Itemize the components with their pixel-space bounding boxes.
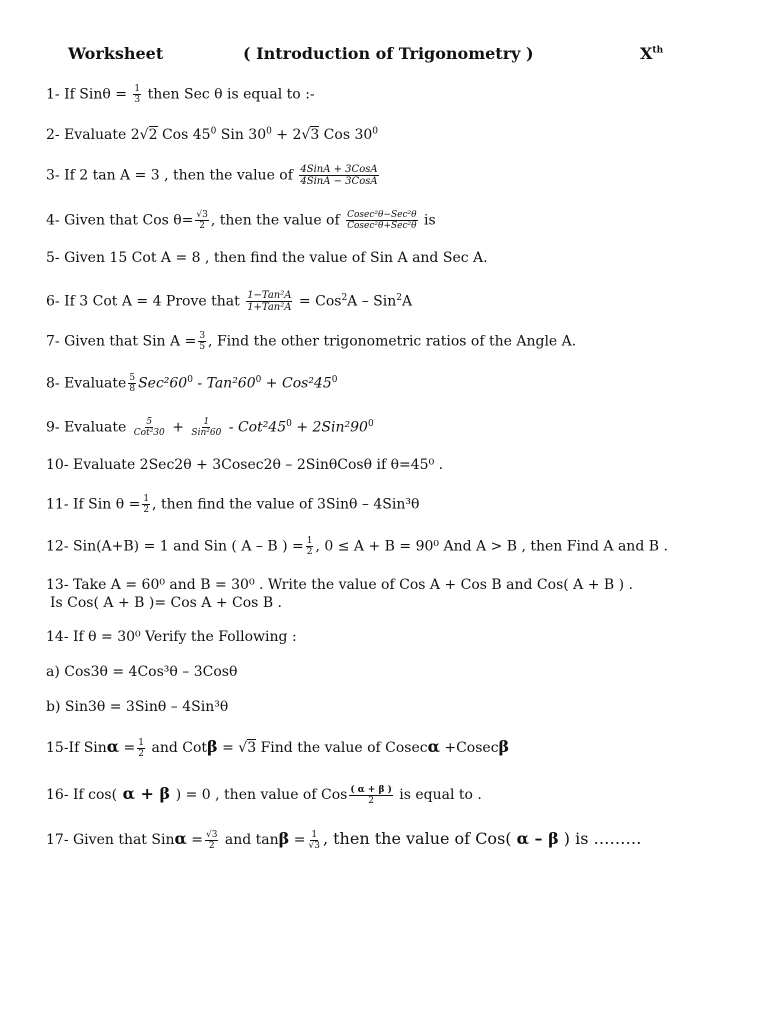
q16-den: 2 [368, 795, 374, 806]
q15-text-b: = [119, 740, 136, 756]
q4-den2: Cosec²θ+Sec²θ [347, 221, 417, 231]
question-15 [46, 737, 509, 759]
q16-fraction [349, 785, 393, 806]
q8-deg-1: 0 [187, 374, 193, 385]
q7-num: 3 [199, 331, 206, 341]
q11-fraction [142, 494, 150, 515]
q3-den: 4SinA − 3CosA [300, 176, 378, 187]
q9-fraction-1 [133, 417, 166, 438]
q6-exp-2: 2 [396, 292, 403, 303]
q17-text-c: and tan [220, 832, 279, 848]
q4-text-b: , then the value of [210, 212, 340, 229]
q16-alpha-beta: α + β [117, 784, 176, 803]
q7-text-a: 7- Given that Sin A = [46, 333, 197, 350]
q8-term-2: - Tan²60 [192, 375, 256, 392]
q2-root-2: 2 [148, 127, 158, 143]
q8-text-a: 8- Evaluate [46, 375, 127, 392]
question-10: 10- Evaluate 2Sec2θ + 3Cosec2θ – 2SinθCosθ if θ=45⁰ . [46, 457, 444, 473]
q1-fraction [133, 84, 141, 105]
q9-deg-1: 0 [286, 418, 292, 429]
q17-den2: √3 [308, 840, 320, 851]
q3-fraction [299, 164, 378, 187]
q16-num: ( α + β ) [350, 784, 392, 795]
q15-beta-2: β [498, 737, 510, 756]
q9-fraction-2 [190, 417, 222, 438]
question-12 [46, 536, 668, 557]
q15-text-c: and Cot [147, 740, 208, 756]
class-suffix: th [652, 45, 664, 56]
q9-plus: + [172, 419, 184, 436]
q1-text-a: 1- If Sinθ = [46, 86, 127, 103]
question-5: 5- Given 15 Cot A = 8 , then find the value of Sin A and Sec A. [46, 250, 488, 266]
q15-text-g: +Cosec [439, 740, 499, 756]
q6-num: 1−Tan²A [247, 290, 292, 301]
q15-num: 1 [138, 737, 145, 748]
q6-exp-1: 2 [341, 292, 348, 303]
q12-text-a: 12- Sin(A+B) = 1 and Sin ( A – B ) = [46, 538, 304, 555]
q12-fraction [306, 536, 314, 557]
q2-deg-2: 0 [266, 126, 272, 137]
q4-num: √3 [196, 210, 208, 220]
q16-text-b: ) = 0 , then value of Cos [175, 787, 348, 803]
q9-num2: 1 [203, 417, 210, 427]
q15-fraction [137, 738, 145, 759]
q7-fraction [198, 331, 206, 352]
q11-den: 2 [143, 505, 150, 515]
question-11 [46, 494, 419, 515]
question-13-line-1: 13- Take A = 60⁰ and B = 30⁰ . Write the value of Cos A + Cos B and Cos( A + B ) . [46, 577, 634, 593]
question-17 [46, 829, 642, 851]
q6-text-b: = Cos [298, 293, 342, 310]
class-number: X [640, 44, 653, 63]
q8-term-1: Sec²60 [138, 375, 188, 392]
q2-text-i: Cos 30 [319, 127, 373, 143]
worksheet-subject: ( Introduction of Trigonometry ) [243, 44, 534, 63]
q17-beta: β [278, 829, 290, 848]
q2-deg-3: 0 [372, 126, 379, 137]
q17-fraction-1 [205, 830, 218, 851]
q17-alpha-minus-beta: α – β [516, 829, 559, 848]
q4-fraction-1 [195, 210, 208, 231]
q6-text-a: 6- If 3 Cot A = 4 Prove that [46, 293, 240, 310]
q3-num: 4SinA + 3CosA [300, 164, 378, 175]
q8-deg-3: 0 [331, 374, 338, 385]
q2-text-a: 2- Evaluate 2√ [46, 127, 149, 143]
q17-text-a: 17- Given that Sin [46, 832, 175, 848]
q1-text-b: then Sec θ is equal to :- [147, 86, 315, 103]
q9-num: 5 [146, 417, 153, 427]
q17-text-d: = [289, 832, 306, 848]
question-1 [46, 84, 315, 105]
q9-text-a: 9- Evaluate [46, 419, 127, 436]
class-label [640, 44, 663, 63]
q2-text-c: Cos 45 [157, 127, 211, 143]
q1-num: 1 [134, 84, 141, 94]
q17-num: √3 [205, 829, 218, 840]
q8-deg-2: 0 [255, 374, 262, 385]
q17-fraction-2 [307, 830, 320, 851]
question-14-a: a) Cos3θ = 4Cos³θ – 3Cosθ [46, 664, 238, 680]
q15-alpha-2: α [427, 737, 440, 756]
q12-num: 1 [306, 536, 313, 546]
q17-text-b: = [186, 832, 203, 848]
q1-den: 3 [134, 95, 141, 105]
q15-beta: β [207, 737, 218, 756]
question-14-b: b) Sin3θ = 3Sinθ – 4Sin³θ [46, 699, 229, 715]
q2-deg-1: 0 [210, 126, 217, 137]
q12-den: 2 [306, 547, 313, 557]
q15-text-d: = √ [217, 740, 248, 756]
q2-text-e: Sin 30 [216, 127, 267, 143]
q9-term-1: - Cot²45 [228, 419, 287, 436]
question-14: 14- If θ = 30⁰ Verify the Following : [46, 629, 297, 645]
q4-den: 2 [199, 221, 206, 231]
q2-text-g: + 2√ [271, 127, 311, 143]
question-3 [46, 164, 381, 187]
question-9 [46, 417, 374, 438]
q9-term-2: + 2Sin²90 [291, 419, 368, 436]
q9-deg-2: 0 [367, 418, 374, 429]
question-7 [46, 331, 576, 352]
question-13-line-2: Is Cos( A + B )= Cos A + Cos B . [50, 595, 283, 611]
worksheet-title: Worksheet [68, 44, 164, 63]
q11-text-b: , then find the value of 3Sinθ – 4Sin³θ [152, 496, 420, 513]
q7-den: 5 [199, 342, 206, 352]
q15-text-a: 15-If Sin [46, 740, 107, 756]
q8-den: 8 [129, 384, 136, 394]
q4-text-a: 4- Given that Cos θ= [46, 212, 194, 229]
q9-den: Cot²30 [133, 428, 165, 438]
q4-num2: Cosec²θ−Sec²θ [347, 210, 417, 220]
q15-text-f: Find the value of Cosec [256, 740, 428, 756]
q4-fraction-2 [346, 210, 417, 231]
q17-alpha: α [174, 829, 187, 848]
q12-text-b: , 0 ≤ A + B = 90⁰ And A > B , then Find A and B . [315, 538, 668, 555]
q6-fraction [246, 290, 292, 313]
q17-text-g: ) is ……… [558, 829, 642, 848]
q17-num2: 1 [311, 829, 318, 840]
q16-text-c: is equal to . [394, 787, 482, 803]
q6-text-d: A – Sin [347, 293, 397, 310]
q15-root-3: 3 [247, 740, 257, 756]
question-8 [46, 373, 337, 394]
q2-root-3: 3 [310, 127, 320, 143]
q4-text-c: is [424, 212, 436, 229]
question-4 [46, 210, 436, 231]
q15-alpha: α [106, 737, 120, 756]
q17-den: 2 [208, 840, 215, 851]
q11-num: 1 [143, 494, 150, 504]
q16-text-a: 16- If cos( [46, 787, 118, 803]
q17-text-e: , then the value of Cos( [322, 829, 517, 848]
q6-text-f: A [402, 293, 413, 310]
q3-text-a: 3- If 2 tan A = 3 , then the value of [46, 167, 293, 184]
q8-term-3: + Cos²45 [261, 375, 332, 392]
question-16 [46, 784, 482, 806]
q15-den: 2 [138, 748, 145, 759]
q11-text-a: 11- If Sin θ = [46, 496, 141, 513]
q9-den2: Sin²60 [191, 428, 222, 438]
question-2 [46, 125, 378, 145]
question-6 [46, 290, 412, 313]
q8-fraction [128, 373, 136, 394]
q6-den: 1+Tan²A [247, 302, 292, 313]
q7-text-b: , Find the other trigonometric ratios of the Angle A. [208, 333, 577, 350]
q8-num: 5 [129, 373, 136, 383]
